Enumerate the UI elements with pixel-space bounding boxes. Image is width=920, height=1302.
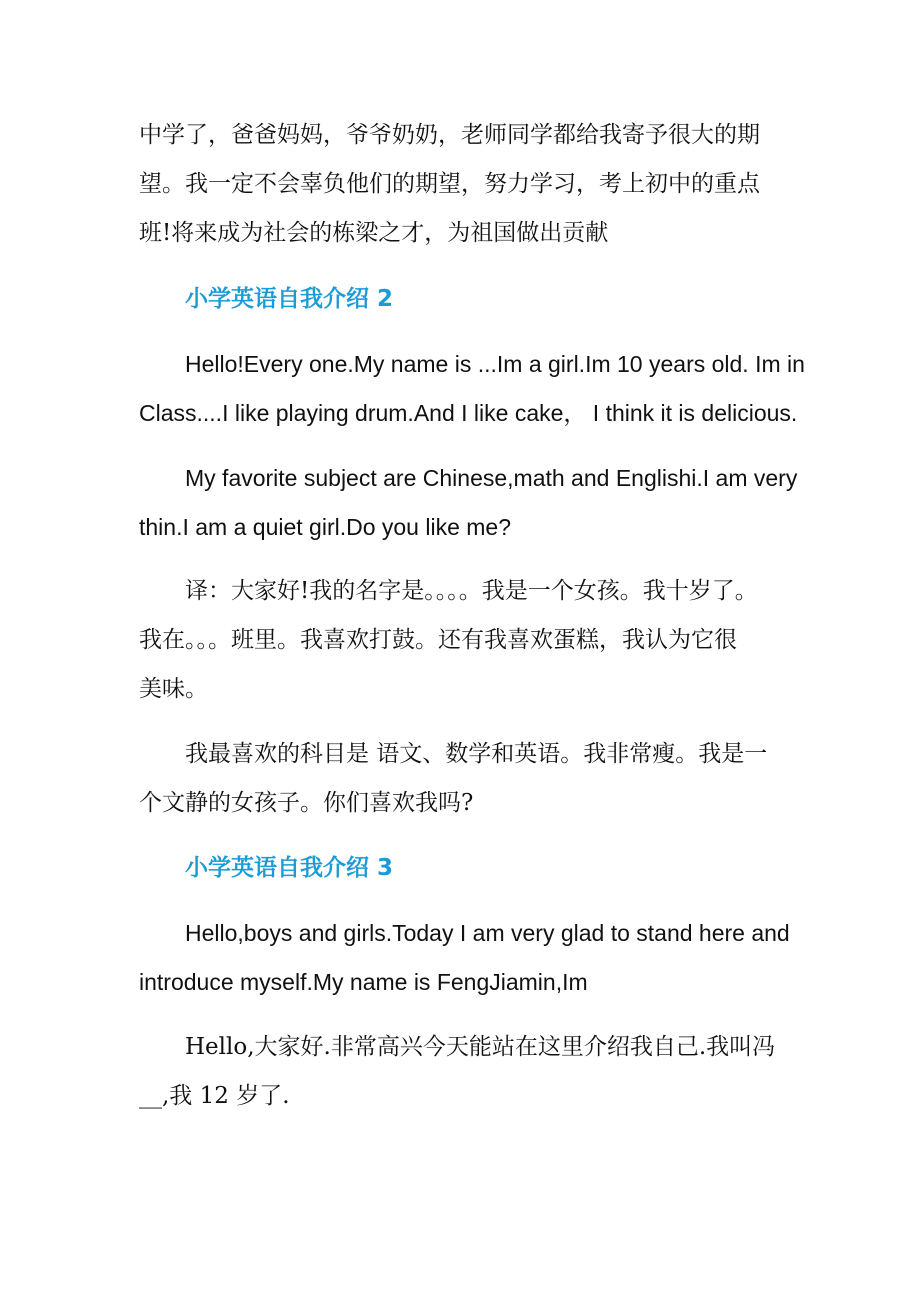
text-line: 我最喜欢的科目是 语文、数学和英语。我非常瘦。我是一 <box>185 741 768 767</box>
text-line: __,我 12 岁了. <box>139 1083 290 1109</box>
text-line: 美味。 <box>139 676 208 702</box>
text-line: thin.I am a quiet girl.Do you like me? <box>139 514 512 540</box>
text-line: Hello,大家好.非常高兴今天能站在这里介绍我自己.我叫冯 <box>185 1034 776 1060</box>
paragraph-translation <box>139 567 787 714</box>
text-line: 我在。。。班里。我喜欢打鼓。还有我喜欢蛋糕，我认为它很 <box>139 627 737 653</box>
text-line: 中学了，爸爸妈妈，爷爷奶奶，老师同学都给我寄予很大的期 <box>139 122 760 148</box>
text-line: introduce myself.My name is FengJiamin,Im <box>139 969 588 995</box>
heading-text: 小学英语自我介绍 3 <box>185 855 394 881</box>
paragraph-intro-end <box>139 111 787 258</box>
text-line: Class....I like playing drum.And I like cake， I think it is delicious. <box>139 400 798 426</box>
section-heading-2 <box>185 284 393 314</box>
heading-text: 小学英语自我介绍 2 <box>185 286 394 312</box>
paragraph-english-favorites <box>139 454 798 552</box>
paragraph-translation-favorites <box>139 730 787 828</box>
paragraph-english-intro <box>139 340 805 438</box>
text-line: 译：大家好!我的名字是。。。。我是一个女孩。我十岁了。 <box>185 578 758 604</box>
text-line: 望。我一定不会辜负他们的期望，努力学习，考上初中的重点 <box>139 171 760 197</box>
text-line: My favorite subject are Chinese,math and Englishi.I am very <box>185 465 798 491</box>
paragraph-chinese-greeting <box>139 1023 787 1121</box>
text-line: Hello!Every one.My name is ...Im a girl.Im 10 years old. Im in <box>185 351 805 377</box>
text-line: 班!将来成为社会的栋梁之才，为祖国做出贡献 <box>139 220 609 246</box>
text-line: Hello,boys and girls.Today I am very glad to stand here and <box>185 920 790 946</box>
text-line: 个文静的女孩子。你们喜欢我吗? <box>139 790 474 816</box>
paragraph-english-greeting <box>139 909 790 1007</box>
section-heading-3 <box>185 853 393 883</box>
